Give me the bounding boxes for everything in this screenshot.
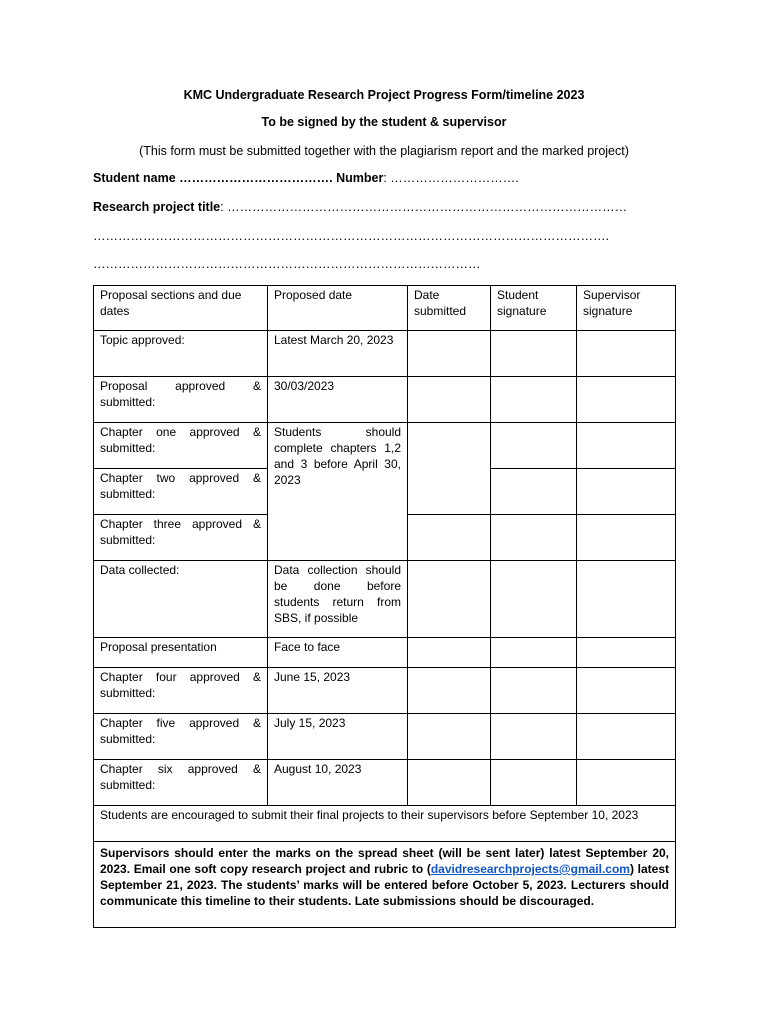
supervisor-signature-cell[interactable] <box>577 515 676 561</box>
supervisor-signature-cell[interactable] <box>577 668 676 714</box>
proposed-date-cell: Students should complete chapters 1,2 and 3 before April 30, 2023 <box>268 423 408 561</box>
student-signature-cell[interactable] <box>491 515 577 561</box>
submission-note: (This form must be submitted together with the plagiarism report and the marked project) <box>139 144 629 158</box>
table-row <box>94 331 676 377</box>
supervisor-instructions <box>94 842 676 928</box>
proposed-date-cell: Data collection should be done before students return from SBS, if possible <box>268 561 408 638</box>
student-signature-cell[interactable] <box>491 561 577 638</box>
supervisor-signature-cell[interactable] <box>577 561 676 638</box>
table-row <box>94 668 676 714</box>
date-submitted-cell[interactable] <box>408 515 491 561</box>
instructions-part-1: Supervisors should enter the marks on the spread sheet (will be sent later) latest September 20, 2023. Email one soft copy research project and rubric to ( <box>100 846 669 876</box>
date-submitted-cell[interactable] <box>408 638 491 668</box>
header-cell: Proposal sections and due dates <box>94 286 268 331</box>
section-cell: Proposal presentation <box>94 638 268 668</box>
date-submitted-cell[interactable] <box>408 668 491 714</box>
proposed-date-cell: Latest March 20, 2023 <box>268 331 408 377</box>
date-submitted-cell[interactable] <box>408 760 491 806</box>
proposed-date-cell: Face to face <box>268 638 408 668</box>
student-signature-cell[interactable] <box>491 377 577 423</box>
student-signature-cell[interactable] <box>491 638 577 668</box>
header-cell: Proposed date <box>268 286 408 331</box>
table-row-note <box>94 806 676 842</box>
table-row <box>94 561 676 638</box>
section-cell: Topic approved: <box>94 331 268 377</box>
section-cell: Proposal approved & submitted: <box>94 377 268 423</box>
date-submitted-cell[interactable] <box>408 377 491 423</box>
table-row <box>94 423 676 469</box>
table-row <box>94 638 676 668</box>
table-row <box>94 377 676 423</box>
supervisor-signature-cell[interactable] <box>577 469 676 515</box>
section-cell: Chapter three approved & submitted: <box>94 515 268 561</box>
section-cell: Data collected: <box>94 561 268 638</box>
date-submitted-cell[interactable] <box>408 423 491 515</box>
header-cell: Date submitted <box>408 286 491 331</box>
proposed-date-cell: July 15, 2023 <box>268 714 408 760</box>
supervisor-signature-cell[interactable] <box>577 423 676 469</box>
table-header-row <box>94 286 676 331</box>
student-line <box>93 171 519 185</box>
supervisor-signature-cell[interactable] <box>577 760 676 806</box>
proposed-date-cell: 30/03/2023 <box>268 377 408 423</box>
project-title-field-line-3[interactable]: ………………………………………………………………………………… <box>93 257 481 271</box>
student-name-field[interactable]: ………………………………. <box>175 171 337 185</box>
project-title-label: Research project title <box>93 200 221 214</box>
header-cell: Supervisor signature <box>577 286 676 331</box>
project-title-field-line-2[interactable]: ……………………………………………………………………………………………………………. <box>93 229 609 243</box>
progress-table <box>93 285 676 928</box>
section-cell: Chapter two approved & submitted: <box>94 469 268 515</box>
project-title-field[interactable]: : …………………………………………………………………………………… <box>220 200 628 214</box>
student-signature-cell[interactable] <box>491 331 577 377</box>
instructions-part-2: ) latest September 21, 2023. The students’ marks will be entered before October 5, 2023. Lecturers should communicate this timeline to their students. Late submissions should be discouraged. <box>100 862 669 908</box>
supervisor-signature-cell[interactable] <box>577 377 676 423</box>
supervisor-signature-cell[interactable] <box>577 714 676 760</box>
section-cell: Chapter five approved & submitted: <box>94 714 268 760</box>
number-field[interactable]: : …………………………. <box>383 171 519 185</box>
student-signature-cell[interactable] <box>491 760 577 806</box>
encouragement-note: Students are encouraged to submit their final projects to their supervisors before September 10, 2023 <box>94 806 676 842</box>
email-link[interactable]: davidresearchprojects@gmail.com <box>430 862 630 876</box>
date-submitted-cell[interactable] <box>408 714 491 760</box>
section-cell: Chapter four approved & submitted: <box>94 668 268 714</box>
table-row <box>94 714 676 760</box>
table-row <box>94 760 676 806</box>
student-signature-cell[interactable] <box>491 469 577 515</box>
supervisor-signature-cell[interactable] <box>577 331 676 377</box>
form-title: KMC Undergraduate Research Project Progress Form/timeline 2023 <box>183 88 585 102</box>
supervisor-signature-cell[interactable] <box>577 638 676 668</box>
proposed-date-cell: August 10, 2023 <box>268 760 408 806</box>
project-title-line <box>93 200 627 214</box>
student-signature-cell[interactable] <box>491 423 577 469</box>
table-row-final <box>94 842 676 928</box>
header-cell: Student signature <box>491 286 577 331</box>
section-cell: Chapter one approved & submitted: <box>94 423 268 469</box>
date-submitted-cell[interactable] <box>408 561 491 638</box>
student-signature-cell[interactable] <box>491 668 577 714</box>
date-submitted-cell[interactable] <box>408 331 491 377</box>
number-label: Number <box>336 171 384 185</box>
student-name-label: Student name <box>93 171 176 185</box>
proposed-date-cell: June 15, 2023 <box>268 668 408 714</box>
form-subtitle: To be signed by the student & supervisor <box>261 115 507 129</box>
student-signature-cell[interactable] <box>491 714 577 760</box>
section-cell: Chapter six approved & submitted: <box>94 760 268 806</box>
